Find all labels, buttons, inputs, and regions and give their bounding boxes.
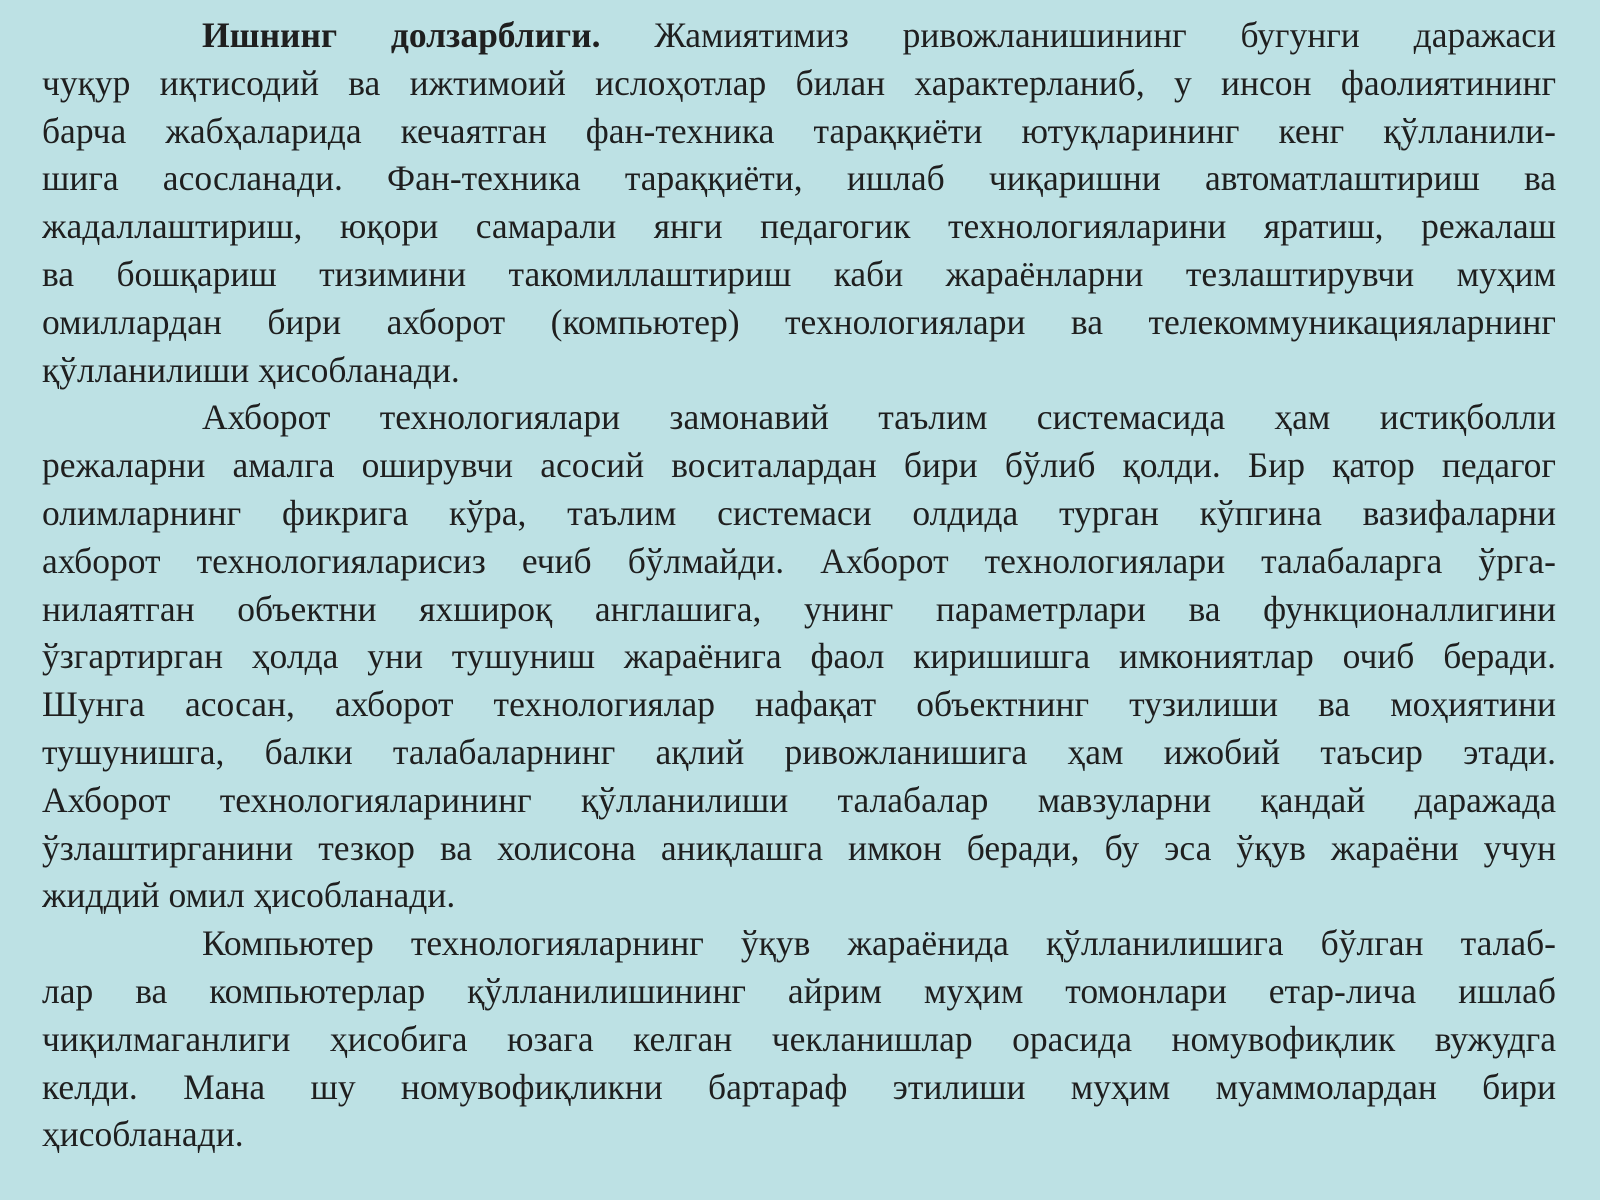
text-line: шига асосланади. Фан-техника тараққиёти, ишлаб чиқаришни автоматлаштириш ва [42,158,1556,199]
text-line: ҳисобланади. [42,1114,244,1155]
text-line: ўзгартирган ҳолда уни тушуниш жараёнига фаол киришишга имкониятлар очиб беради. [42,636,1556,677]
text-line: тушунишга, балки талабаларнинг ақлий ривожланишига ҳам ижобий таъсир этади. [42,731,1556,772]
text-line: лар ва компьютерлар қўлланилишининг айрим муҳим томонлари етар-лича ишлаб [42,970,1556,1011]
text-line: барча жабҳаларида кечаятган фан-техника тараққиёти ютуқларининг кенг қўлланили- [42,110,1556,151]
text-line: ўзлаштирганини тезкор ва холисона аниқлашга имкон беради, бу эса ўқув жараёни учун [42,827,1556,868]
text-line-content: Жамиятимиз ривожланишининг бугунги даражаси [600,15,1556,55]
text-line: нилаятган объектни яхшироқ англашига, унинг параметрлари ва функционаллигини [42,588,1556,629]
text-line: чуқур иқтисодий ва ижтимоий ислоҳотлар билан характерланиб, у инсон фаолиятининг [42,62,1556,103]
text-line: жиддий омил ҳисобланади. [42,875,456,916]
text-line: Ахборот технологияларининг қўлланилиши талабалар мавзуларни қандай даражада [42,779,1556,820]
paragraph-3 [42,920,1556,1159]
text-line: қўлланилиши ҳисобланади. [42,349,460,390]
text-line: режаларни амалга оширувчи асосий воситалардан бири бўлиб қолди. Бир қатор педагог [42,445,1556,486]
document-body [42,12,1556,1159]
text-line: келди. Мана шу номувофиқликни бартараф этилиши муҳим муаммолардан бири [42,1066,1556,1107]
paragraph-1 [42,12,1556,394]
text-line: Ахборот технологиялари замонавий таълим системасида ҳам истиқболли [202,397,1556,438]
section-heading: Ишнинг долзарблиги. [202,15,601,55]
text-line: ахборот технологияларисиз ечиб бўлмайди. Ахборот технологиялари талабаларга ўрга- [42,540,1556,581]
text-line: омиллардан бири ахборот (компьютер) технологиялари ва телекоммуникацияларнинг [42,301,1556,342]
text-line [42,12,1556,60]
text-line: ва бошқариш тизимини такомиллаштириш каби жараёнларни тезлаштирувчи муҳим [42,253,1556,294]
text-line: Компьютер технологияларнинг ўқув жараёнида қўлланилишига бўлган талаб- [202,923,1556,964]
text-line: жадаллаштириш, юқори самарали янги педагогик технологияларини яратиш, режалаш [42,206,1556,247]
text-line: олимларнинг фикрига кўра, таълим системаси олдида турган кўпгина вазифаларни [42,492,1556,533]
text-line: Шунга асосан, ахборот технологиялар нафақат объектнинг тузилиши ва моҳиятини [42,684,1556,725]
text-line: чиқилмаганлиги ҳисобига юзага келган чекланишлар орасида номувофиқлик вужудга [42,1018,1556,1059]
paragraph-2 [42,394,1556,920]
